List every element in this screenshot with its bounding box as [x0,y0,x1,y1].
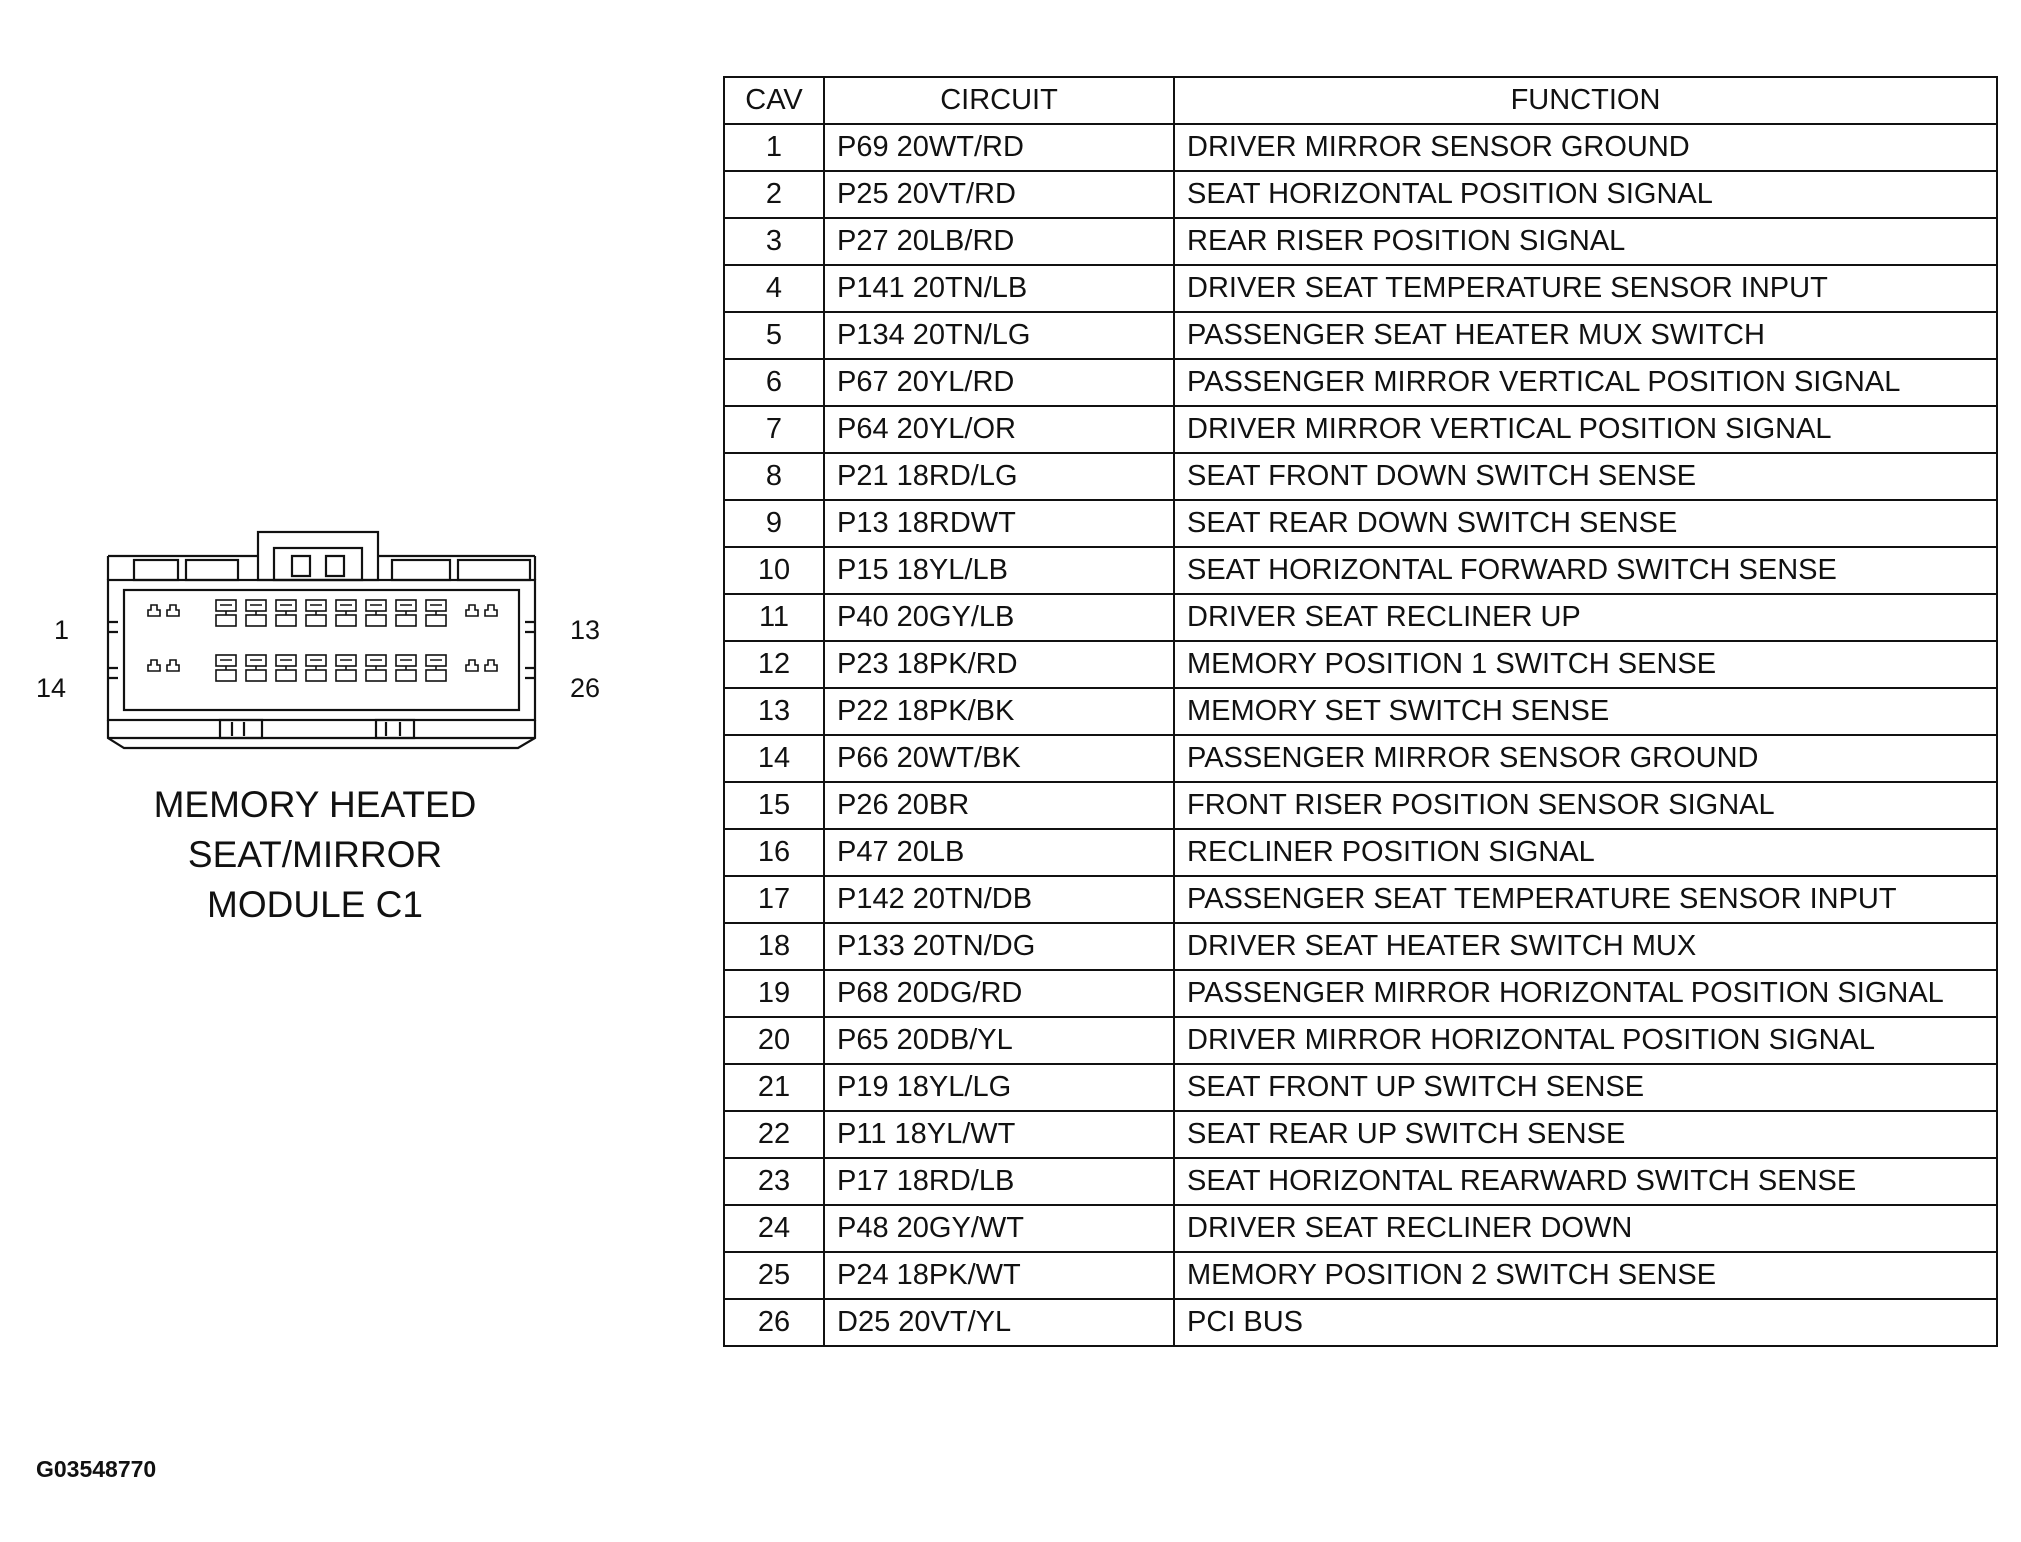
cavity [306,600,326,626]
cav-cell: 3 [724,218,824,265]
circuit-cell: P26 20BR [824,782,1174,829]
table-row [724,265,1997,312]
table-row [724,970,1997,1017]
connector-bottom-skirt [108,720,535,748]
circuit-cell: P19 18YL/LG [824,1064,1174,1111]
function-cell: PASSENGER MIRROR SENSOR GROUND [1174,735,1997,782]
table-row [724,1299,1997,1346]
table-row [724,876,1997,923]
cav-cell: 23 [724,1158,824,1205]
circuit-cell: P69 20WT/RD [824,124,1174,171]
cavity [396,655,416,681]
cav-cell: 9 [724,500,824,547]
circuit-cell: P47 20LB [824,829,1174,876]
function-cell: DRIVER MIRROR SENSOR GROUND [1174,124,1997,171]
circuit-cell: P66 20WT/BK [824,735,1174,782]
pin-label-13: 13 [570,615,601,645]
cav-cell: 15 [724,782,824,829]
cavity [276,655,296,681]
cav-cell: 20 [724,1017,824,1064]
cavity [246,655,266,681]
circuit-cell: P133 20TN/DG [824,923,1174,970]
function-cell: DRIVER SEAT RECLINER DOWN [1174,1205,1997,1252]
cavity [216,655,236,681]
table-row [724,1158,1997,1205]
circuit-cell: P11 18YL/WT [824,1111,1174,1158]
table-row [724,406,1997,453]
cavity [396,600,416,626]
circuit-cell: P21 18RD/LG [824,453,1174,500]
figure-id: G03548770 [36,1456,157,1482]
function-cell: PCI BUS [1174,1299,1997,1346]
header-function: FUNCTION [1174,77,1997,124]
circuit-cell: P65 20DB/YL [824,1017,1174,1064]
circuit-cell: P22 18PK/BK [824,688,1174,735]
circuit-cell: P40 20GY/LB [824,594,1174,641]
cav-cell: 6 [724,359,824,406]
table-header-row [724,77,1997,124]
table-row [724,453,1997,500]
cav-cell: 17 [724,876,824,923]
cavity [167,660,179,671]
cavity [276,600,296,626]
cavity [466,660,478,671]
cav-cell: 26 [724,1299,824,1346]
pinout-table-body [724,124,1997,1346]
function-cell: SEAT FRONT DOWN SWITCH SENSE [1174,453,1997,500]
cav-cell: 7 [724,406,824,453]
pin-label-26: 26 [570,673,601,703]
circuit-cell: P141 20TN/LB [824,265,1174,312]
cav-cell: 11 [724,594,824,641]
circuit-cell: P142 20TN/DB [824,876,1174,923]
table-row [724,312,1997,359]
cavity [246,600,266,626]
header-circuit: CIRCUIT [824,77,1174,124]
cavity [306,655,326,681]
cav-cell: 18 [724,923,824,970]
cavity [148,660,160,671]
cavity [148,605,160,616]
table-row [724,1205,1997,1252]
caption-line-1: MEMORY HEATED [153,784,477,825]
connector-body [108,580,535,720]
pin-label-1: 1 [54,615,70,645]
table-row [724,782,1997,829]
function-cell: DRIVER SEAT HEATER SWITCH MUX [1174,923,1997,970]
cavity [466,605,478,616]
function-cell: DRIVER SEAT RECLINER UP [1174,594,1997,641]
cav-cell: 1 [724,124,824,171]
circuit-cell: D25 20VT/YL [824,1299,1174,1346]
table-row [724,1111,1997,1158]
function-cell: MEMORY POSITION 1 SWITCH SENSE [1174,641,1997,688]
cav-cell: 24 [724,1205,824,1252]
pin-label-14: 14 [36,673,67,703]
table-row [724,1064,1997,1111]
circuit-cell: P15 18YL/LB [824,547,1174,594]
cav-cell: 13 [724,688,824,735]
connector-face-drawing [0,0,560,760]
function-cell: SEAT HORIZONTAL FORWARD SWITCH SENSE [1174,547,1997,594]
function-cell: PASSENGER MIRROR VERTICAL POSITION SIGNAL [1174,359,1997,406]
function-cell: SEAT REAR UP SWITCH SENSE [1174,1111,1997,1158]
circuit-cell: P27 20LB/RD [824,218,1174,265]
cav-cell: 21 [724,1064,824,1111]
connector-caption [135,780,495,930]
function-cell: SEAT HORIZONTAL REARWARD SWITCH SENSE [1174,1158,1997,1205]
function-cell: PASSENGER SEAT HEATER MUX SWITCH [1174,312,1997,359]
cavity [366,600,386,626]
cavity [485,660,497,671]
function-cell: MEMORY SET SWITCH SENSE [1174,688,1997,735]
cavity-row-bottom [148,655,497,681]
table-row [724,547,1997,594]
function-cell: DRIVER MIRROR HORIZONTAL POSITION SIGNAL [1174,1017,1997,1064]
cav-cell: 4 [724,265,824,312]
function-cell: MEMORY POSITION 2 SWITCH SENSE [1174,1252,1997,1299]
circuit-cell: P134 20TN/LG [824,312,1174,359]
cavity [167,605,179,616]
connector-latch [258,532,378,580]
circuit-cell: P25 20VT/RD [824,171,1174,218]
cav-cell: 12 [724,641,824,688]
cav-cell: 2 [724,171,824,218]
cav-cell: 19 [724,970,824,1017]
table-row [724,1017,1997,1064]
cavity [216,600,236,626]
circuit-cell: P23 18PK/RD [824,641,1174,688]
cav-cell: 22 [724,1111,824,1158]
function-cell: REAR RISER POSITION SIGNAL [1174,218,1997,265]
table-row [724,171,1997,218]
function-cell: DRIVER SEAT TEMPERATURE SENSOR INPUT [1174,265,1997,312]
table-row [724,359,1997,406]
table-row [724,594,1997,641]
cavity-row-top [148,600,497,626]
function-cell: DRIVER MIRROR VERTICAL POSITION SIGNAL [1174,406,1997,453]
function-cell: RECLINER POSITION SIGNAL [1174,829,1997,876]
function-cell: FRONT RISER POSITION SENSOR SIGNAL [1174,782,1997,829]
header-cav: CAV [724,77,824,124]
table-row [724,124,1997,171]
cav-cell: 16 [724,829,824,876]
table-row [724,1252,1997,1299]
function-cell: PASSENGER SEAT TEMPERATURE SENSOR INPUT [1174,876,1997,923]
circuit-cell: P67 20YL/RD [824,359,1174,406]
caption-line-3: MODULE C1 [207,884,423,925]
cavity [426,655,446,681]
cav-cell: 8 [724,453,824,500]
function-cell: SEAT REAR DOWN SWITCH SENSE [1174,500,1997,547]
cav-cell: 14 [724,735,824,782]
caption-line-2: SEAT/MIRROR [187,834,443,875]
cavity [426,600,446,626]
table-row [724,829,1997,876]
function-cell: PASSENGER MIRROR HORIZONTAL POSITION SIGNAL [1174,970,1997,1017]
function-cell: SEAT FRONT UP SWITCH SENSE [1174,1064,1997,1111]
table-row [724,735,1997,782]
cavity [336,655,356,681]
cavity [485,605,497,616]
circuit-cell: P64 20YL/OR [824,406,1174,453]
table-row [724,923,1997,970]
circuit-cell: P13 18RDWT [824,500,1174,547]
circuit-cell: P48 20GY/WT [824,1205,1174,1252]
cav-cell: 5 [724,312,824,359]
circuit-cell: P68 20DG/RD [824,970,1174,1017]
cav-cell: 25 [724,1252,824,1299]
cavity [336,600,356,626]
cavity [366,655,386,681]
pinout-table [723,76,1998,1347]
cav-cell: 10 [724,547,824,594]
table-row [724,688,1997,735]
circuit-cell: P17 18RD/LB [824,1158,1174,1205]
table-row [724,218,1997,265]
circuit-cell: P24 18PK/WT [824,1252,1174,1299]
table-row [724,641,1997,688]
function-cell: SEAT HORIZONTAL POSITION SIGNAL [1174,171,1997,218]
table-row [724,500,1997,547]
